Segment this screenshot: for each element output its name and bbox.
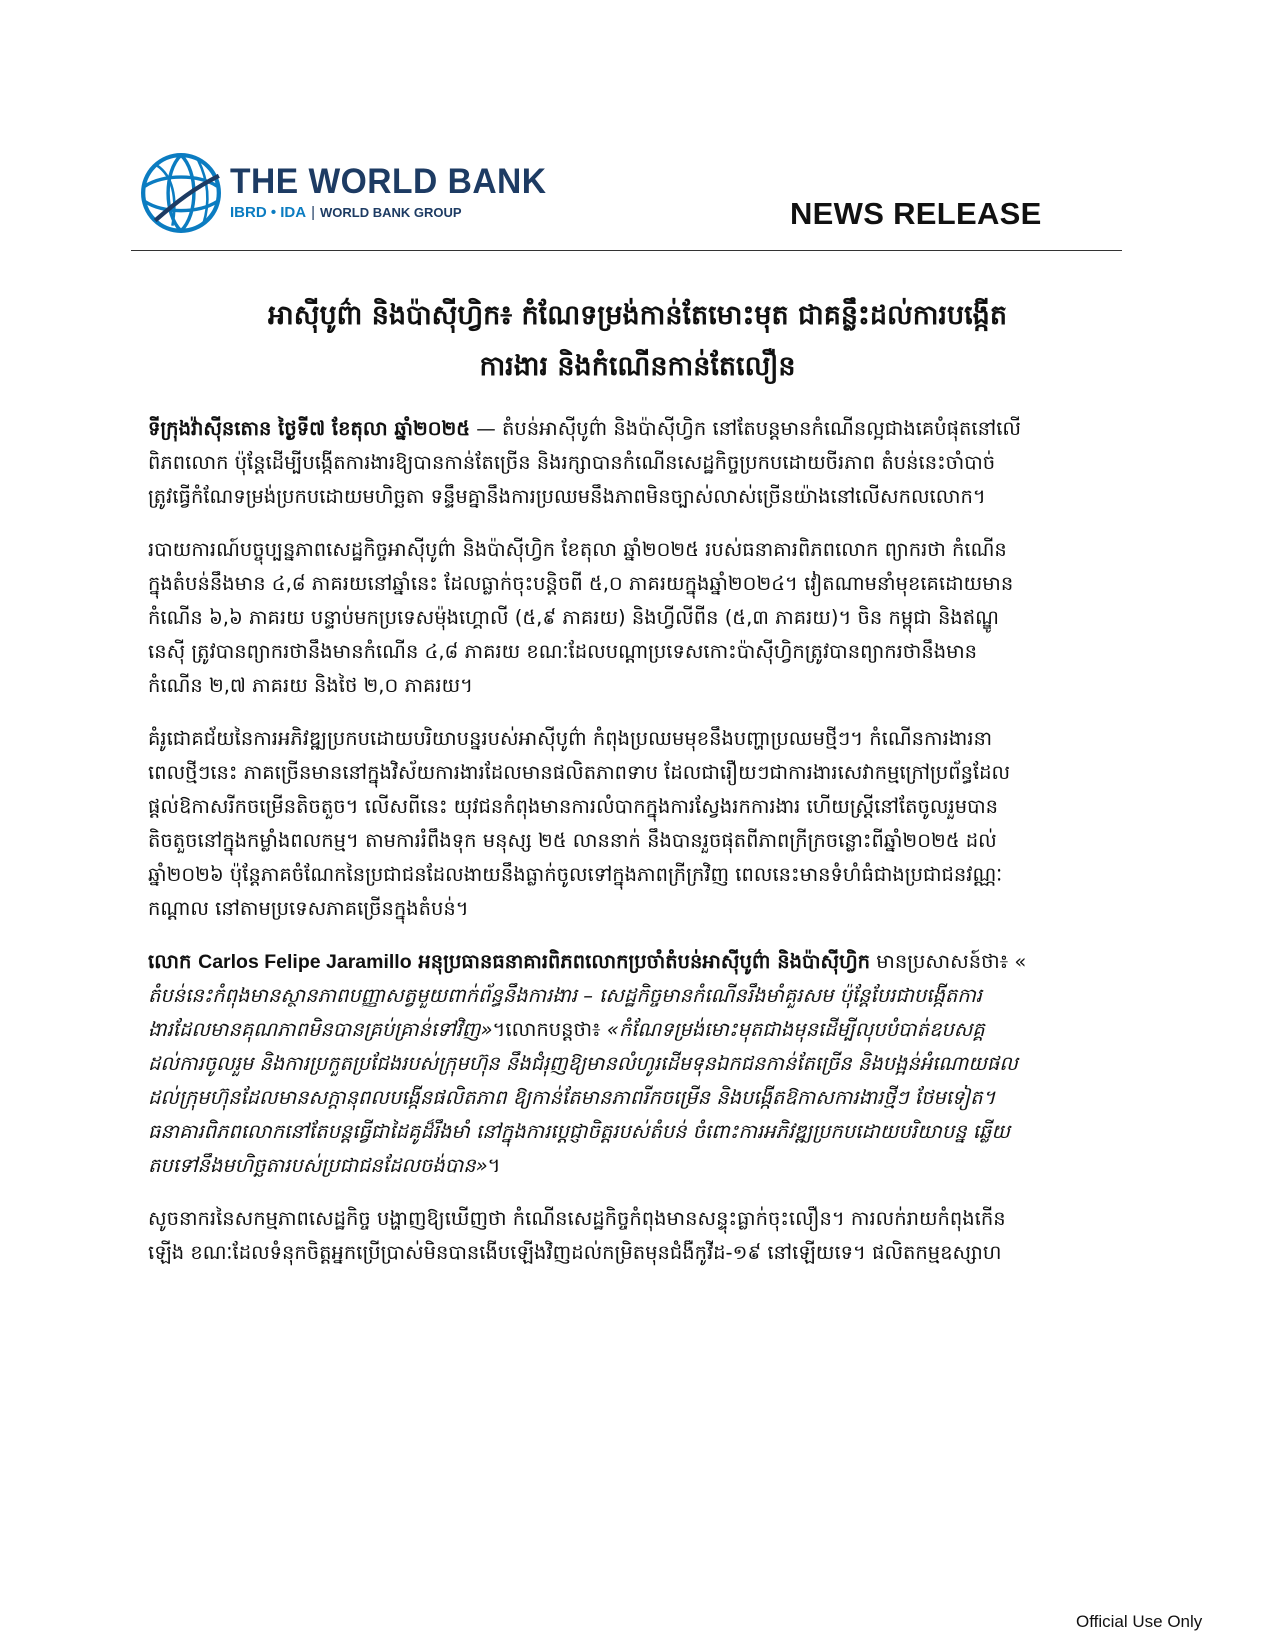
paragraph-line [148, 945, 1108, 979]
paragraph-5 [148, 1202, 1108, 1270]
paragraph-line: ឆ្នាំ២០២៦ ប៉ុន្តែភាគចំណែកនៃប្រជាជនដែលងាយនឹងធ្លាក់ចូលទៅក្នុងភាពក្រីក្រវិញ ពេលនេះមានទំហំធំជាងប្រជាជនវណ្ណៈ [148, 863, 1003, 886]
header-divider [131, 250, 1122, 251]
speaker-name: Carlos Felipe Jaramillo [198, 951, 412, 973]
quote-text: ងារដែលមានគុណភាពមិនបានគ្រប់គ្រាន់ទៅវិញ» [148, 1018, 493, 1041]
paragraph-line: ពេលថ្មីៗនេះ ភាគច្រើនមាននៅក្នុងវិស័យការងារដែលមានផលិតភាពទាប ដែលជារឿយៗជាការងារសេវាកម្មក្រៅប្រព័ន្ធដែល [148, 761, 1011, 784]
paragraph-line: របាយការណ៍បច្ចុប្បន្នភាពសេដ្ឋកិច្ចអាស៊ីបូព៌ា និងប៉ាស៊ីហ្វិក ខែតុលា ឆ្នាំ២០២៥ របស់ធនាគារពិភពលោក ព្យាករថា កំណើន [148, 538, 1007, 561]
paragraph-line: តិចតួចនៅក្នុងកម្លាំងពលកម្ម។ តាមការរំពឹងទុក មនុស្ស ២៥ លាននាក់ នឹងបានរួចផុតពីភាពក្រីក្រចន្លោះពីឆ្នាំ២០២៥ ដល់ [148, 829, 997, 852]
paragraph-1 [148, 412, 1108, 514]
headline-line-2: ការងារ និងកំណើនកាន់តែលឿន [479, 351, 796, 382]
paragraph-line: ផ្ដល់ឱកាសរីកចម្រើនតិចតួច។ លើសពីនេះ យុវជនកំពុងមានការលំបាកក្នុងការស្វែងរកការងារ ហើយស្ត្រីនៅតែចូលរួមបាន [148, 795, 999, 818]
quote-text: តបទៅនឹងមហិច្ឆតារបស់ប្រជាជនដែលចង់បាន» [148, 1154, 488, 1177]
paragraph-line: នេស៊ី ត្រូវបានព្យាករថានឹងមានកំណើន ៤,៨ ភាគរយ ខណៈដែលបណ្ដាប្រទេសកោះប៉ាស៊ីហ្វិកត្រូវបានព្យាករថានឹងមាន [148, 640, 978, 663]
logo-subtitle [230, 203, 560, 223]
world-bank-logo [138, 145, 560, 241]
classification-label: Official Use Only [1076, 1612, 1203, 1631]
paragraph-text: មានប្រសាសន៍ថា៖ « [870, 950, 1027, 973]
quote-line: ដល់ក្រុមហ៊ុនដែលមានសក្ដានុពលបង្កើនផលិតភាព ឱ្យកាន់តែមានភាពរីកចម្រើន និងបង្កើតឱកាសការងារថ្មីៗ ថែមទៀត។ [148, 1086, 996, 1109]
paragraph-4-quote [148, 945, 1108, 1183]
paragraph-line: កណ្ដាល នៅតាមប្រទេសភាគច្រើនក្នុងតំបន់។ [148, 897, 469, 920]
logo-title: THE WORLD BANK [230, 162, 547, 201]
paragraph-text: ។លោកបន្តថា៖ [492, 1018, 607, 1041]
paragraph-line: ត្រូវធ្វើកំណែទម្រង់ប្រកបដោយមហិច្ឆតា ទន្ទឹមគ្នានឹងការប្រឈមនឹងភាពមិនច្បាស់លាស់ច្រើនយ៉ាងនៅលើសកលលោក។ [148, 485, 986, 508]
paragraph-3 [148, 722, 1108, 926]
logo-separator: | [311, 204, 315, 221]
headline-line-1: អាស៊ីបូព៌ា និងប៉ាស៊ីហ្វិក៖ កំណែទម្រង់កាន់តែមោះមុត ជាគន្លឹះដល់ការបង្កើត [268, 300, 1007, 331]
paragraph-line [148, 412, 1108, 446]
globe-icon [138, 150, 224, 236]
paragraph-line: កំណើន ៦,៦ ភាគរយ បន្ទាប់មកប្រទេសម៉ុងហ្គោលី (៥,៩ ភាគរយ) និងហ្វីលីពីន (៥,៣ ភាគរយ)។ ចិន កម្ពុជា និងឥណ្ឌូ [148, 606, 999, 629]
logo-wordmark [230, 163, 560, 223]
quote-line: តំបន់នេះកំពុងមានស្ថានភាពបញ្ញាសត្វមួយពាក់ព័ន្ធនឹងការងារ – សេដ្ឋកិច្ចមានកំណើនរឹងមាំគួរសម ប៉ុន្តែបែរជាបង្កើតការ [148, 984, 982, 1007]
paragraph-text: ។ [487, 1154, 501, 1177]
news-release-label: NEWS RELEASE [790, 196, 1042, 231]
paragraph-line: កំណើន ២,៧ ភាគរយ និងថៃ ២,០ ភាគរយ។ [148, 674, 474, 697]
speaker-title: អនុប្រធានធនាគារពិភពលោកប្រចាំតំបន់អាស៊ីបូព៌ា និងប៉ាស៊ីហ្វិក [411, 950, 871, 973]
paragraph-line: គំរូជោគជ័យនៃការអភិវឌ្ឍប្រកបដោយបរិយាបន្នរបស់អាស៊ីបូព៌ា កំពុងប្រឈមមុខនឹងបញ្ហាប្រឈមថ្មីៗ។ កំណើនការងារនា [148, 727, 993, 750]
paragraph-line [148, 1013, 1108, 1047]
paragraph-line: ឡើង ខណៈដែលទំនុកចិត្តអ្នកប្រើប្រាស់មិនបានងើបឡើងវិញដល់កម្រិតមុនជំងឺកូវីដ-១៩ នៅឡើយទេ។ ផលិតកម្មឧស្សាហ [148, 1241, 1002, 1264]
paragraph-line: ពិភពលោក ប៉ុន្តែដើម្បីបង្កើតការងារឱ្យបានកាន់តែច្រើន និងរក្សាបានកំណើនសេដ្ឋកិច្ចប្រកបដោយចីរភាព តំបន់នេះចាំបាច់ [148, 451, 996, 474]
paragraph-line [148, 1149, 1108, 1183]
quote-text: «កំណែទម្រង់មោះមុតជាងមុនដើម្បីលុបបំបាត់ឧបសគ្គ [606, 1018, 985, 1041]
logo-ibrd-ida: IBRD • IDA [230, 204, 307, 221]
paragraph-2 [148, 533, 1108, 703]
dateline: ទីក្រុងវ៉ាស៊ីនតោន ថ្ងៃទី៧ ខែតុលា ឆ្នាំ២០២៥ [148, 417, 471, 440]
logo-group: WORLD BANK GROUP [320, 205, 462, 220]
speaker-prefix: លោក [148, 950, 199, 973]
paragraph-text: — តំបន់អាស៊ីបូព៌ា និងប៉ាស៊ីហ្វិក នៅតែបន្តមានកំណើនល្អជាងគេបំផុតនៅលើ [470, 417, 1021, 440]
quote-line: ធនាគារពិភពលោកនៅតែបន្តធ្វើជាដៃគូដ៏រឹងមាំ នៅក្នុងការប្ដេជ្ញាចិត្តរបស់តំបន់ ចំពោះការអភិវឌ្ឍប្រកបដោយបរិយាបន្ន ឆ្លើយ [148, 1120, 1010, 1143]
paragraph-line: សូចនាករនៃសកម្មភាពសេដ្ឋកិច្ច បង្ហាញឱ្យឃើញថា កំណើនសេដ្ឋកិច្ចកំពុងមានសន្ទុះធ្លាក់ចុះលឿន។ ការលក់រាយកំពុងកើន [148, 1207, 1006, 1230]
paragraph-line: ក្នុងតំបន់នឹងមាន ៤,៨ ភាគរយនៅឆ្នាំនេះ ដែលធ្លាក់ចុះបន្តិចពី ៥,០ ភាគរយក្នុងឆ្នាំ២០២៤។ វៀតណាមនាំមុខគេដោយមាន [148, 572, 1014, 595]
quote-line: ដល់ការចូលរួម និងការប្រកួតប្រជែងរបស់ក្រុមហ៊ុន នឹងជំរុញឱ្យមានលំហូរដើមទុនឯកជនកាន់តែច្រើន និងបង្អន់អំណោយផល [148, 1052, 1018, 1075]
article-body [148, 412, 1108, 1289]
headline [140, 290, 1135, 392]
